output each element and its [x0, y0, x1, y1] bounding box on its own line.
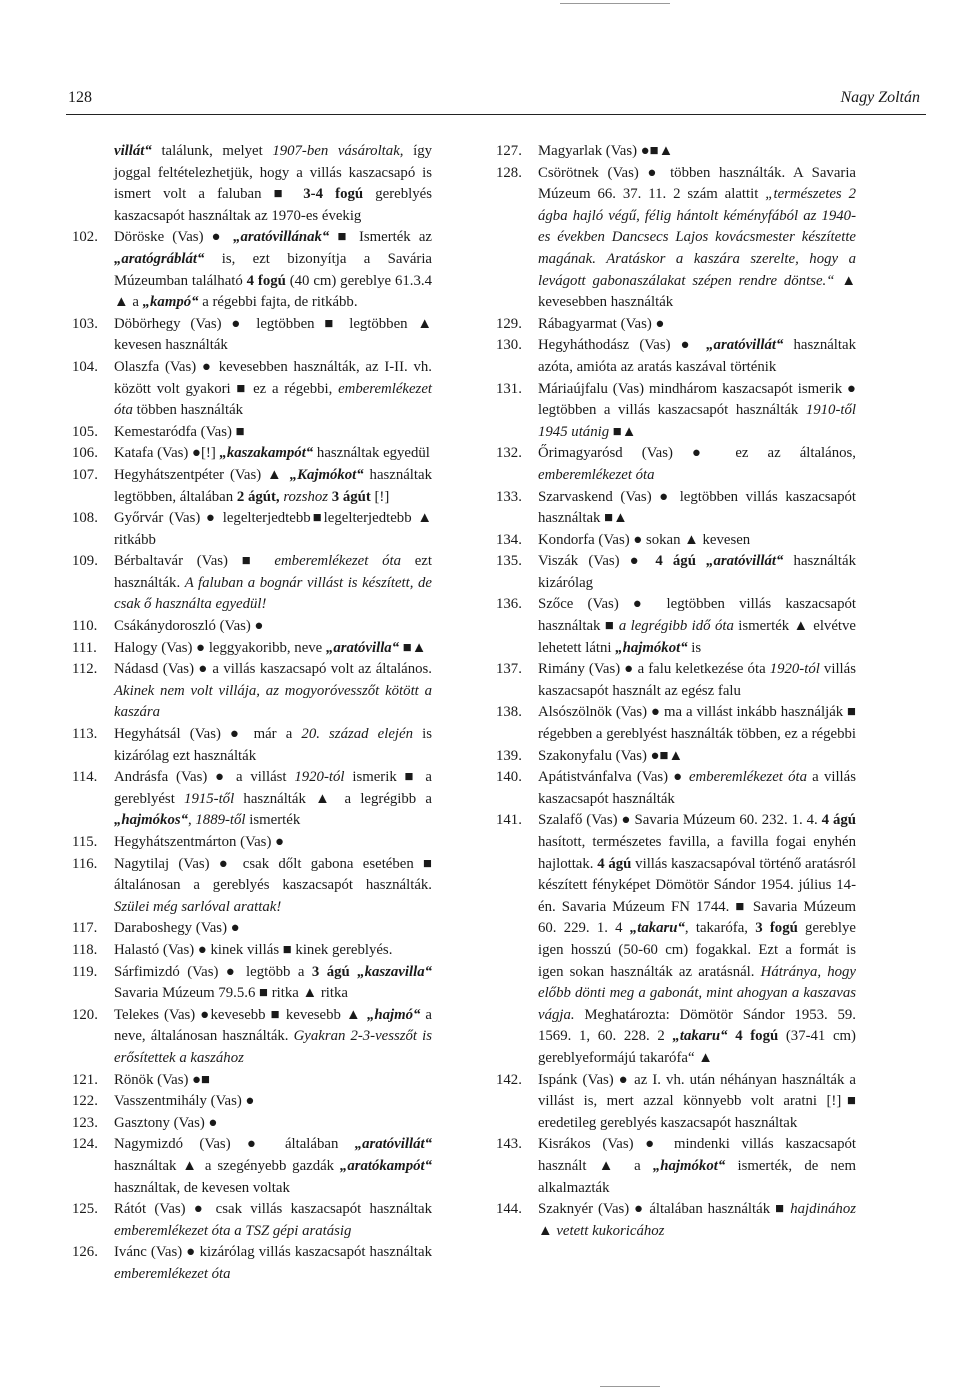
text-run: Olaszfa (Vas) ● kevesebben használták, az I-II. vh. között volt gyakori ■ ez a régebbi,	[114, 358, 432, 397]
text-run: többen használták	[132, 402, 244, 419]
entry-number: 114.	[72, 769, 98, 786]
entry-number: 128.	[496, 164, 522, 181]
entry-text	[114, 856, 432, 915]
entry-item	[72, 832, 432, 854]
text-run: „aratóvilla“	[325, 639, 400, 656]
text-run: 1910-től 1945 utánig	[538, 402, 856, 440]
text-run: ■▲	[609, 423, 637, 440]
entry-item	[72, 141, 432, 227]
entry-number: 137.	[496, 661, 522, 678]
entry-text	[114, 661, 432, 720]
text-run: „hajmókot“	[652, 1157, 726, 1174]
entry-text	[114, 942, 392, 958]
entry-number: 119.	[72, 963, 98, 980]
entry-number: 116.	[72, 855, 98, 872]
text-run: Kisrákos (Vas) ● mindenki villás kaszacsapót használt ▲ a	[538, 1136, 856, 1174]
text-run: Kemestaródfa (Vas) ■	[114, 423, 245, 440]
text-run: ■ Ismerték az	[329, 229, 432, 246]
entry-text	[114, 445, 430, 461]
entry-number: 104.	[72, 358, 98, 375]
text-run: Andrásfa (Vas) ● a villást	[114, 769, 295, 786]
text-run: Akinek nem volt villája, az mogyoróvesszőt kötött a kaszára	[114, 682, 432, 721]
page-header	[66, 84, 926, 115]
text-run: „hajmókos“	[114, 812, 188, 829]
text-run: „aratóvillát“	[706, 337, 784, 354]
entry-text	[114, 359, 432, 418]
entry-item	[72, 508, 432, 551]
text-run: Győrvár (Vas) ● legelterjedtebb■legelterjedtebb ▲ ritkább	[114, 510, 432, 548]
entry-number: 120.	[72, 1006, 98, 1023]
text-run: Magyarlak (Vas) ●■▲	[538, 143, 674, 159]
entry-number: 127.	[496, 143, 522, 159]
entry-number: 132.	[496, 445, 522, 462]
entry-text	[114, 964, 432, 1002]
entry-item	[496, 659, 856, 702]
entry-item	[72, 1113, 432, 1135]
text-run: „kaszavilla“	[357, 963, 432, 980]
text-run: ▲ kevesebben használták	[538, 272, 856, 311]
entry-text	[114, 769, 432, 828]
entry-text	[538, 445, 856, 483]
text-run: emberemlékezet óta	[114, 380, 432, 419]
entry-number: 130.	[496, 337, 522, 354]
entry-item	[72, 1242, 432, 1285]
text-run: 2 ágút,	[236, 488, 280, 505]
entry-item	[72, 918, 432, 940]
text-run: Apátistvánfalva (Vas) ●	[538, 769, 689, 786]
text-run: Szarvaskend (Vas) ● legtöbben villás kaszacsapót használtak ■▲	[538, 488, 856, 527]
entry-item	[496, 702, 856, 745]
text-run: , takarófa,	[684, 920, 756, 937]
text-run: Rábagyarmat (Vas) ●	[538, 315, 665, 332]
text-run: 1920-tól	[294, 769, 345, 786]
text-run: „Kajmókot“	[289, 466, 364, 483]
entry-text	[538, 769, 856, 807]
entry-number: 138.	[496, 704, 522, 721]
text-run: Szülei még sarlóval arattak!	[114, 898, 282, 915]
entry-text	[114, 920, 240, 936]
text-run: Hegyhátszentpéter (Vas) ▲	[114, 466, 290, 483]
text-run: „aratóvillát“	[706, 553, 784, 570]
text-run: „takaru“	[672, 1028, 728, 1045]
entry-number: 113.	[72, 726, 98, 743]
text-run: Nagymizdó (Vas) ● általában	[114, 1136, 355, 1153]
entry-text	[538, 381, 856, 440]
text-run: a villás kaszacsapót használták	[538, 769, 856, 807]
text-run: Katafa (Vas) ●[!]	[114, 445, 220, 462]
text-run: 1889-től	[195, 812, 246, 829]
text-run: villás kaszacsapóval történő aratásról készített fényképet Dömötör Sándor 1954. július 14-én. Savaria Múzeum FN 1744. ■ Savaria Múzeum 60. 229. 1. 4	[538, 855, 856, 937]
text-run: emberemlékezet óta	[114, 1265, 231, 1282]
text-run: (40 cm) gereblye 61.3.4 ▲ a	[114, 272, 432, 311]
entry-item	[72, 854, 432, 919]
entry-number: 141.	[496, 812, 522, 829]
entry-number: 110.	[72, 618, 98, 635]
entry-item	[496, 379, 856, 444]
entry-item	[496, 746, 856, 768]
text-run: „aratóvillát“	[354, 1136, 432, 1153]
text-run: ismerték ▲ elvétve lehetett látni	[538, 618, 856, 656]
entry-number: 118.	[72, 941, 98, 958]
entry-item	[72, 767, 432, 832]
text-run: Rönök (Vas) ●■	[114, 1071, 210, 1088]
entry-item	[72, 227, 432, 313]
entry-item	[496, 594, 856, 659]
entry-text	[114, 1072, 210, 1088]
entry-item	[72, 422, 432, 444]
text-run: Szőce (Vas) ● legtöbben villás kaszacsapót használtak ■	[538, 596, 856, 635]
text-run: gereblyés kaszacsapót használtak az 1970-es évekig	[114, 186, 432, 224]
text-run: ismerik ■ a gereblyést	[114, 769, 432, 807]
text-run: Döbörhegy (Vas) ● legtöbben ■ legtöbben ▲ kevesen használták	[114, 315, 432, 354]
text-run: 4 ágú	[597, 855, 632, 872]
entry-number: 142.	[496, 1071, 522, 1088]
text-run: ezt használták.	[114, 553, 432, 591]
entry-number: 124.	[72, 1136, 98, 1153]
entry-number: 107.	[72, 466, 98, 483]
text-run: használták kizárólag	[538, 553, 856, 591]
entry-text	[538, 812, 856, 1066]
text-run: Hegyhátsál (Vas) ● már a	[114, 726, 302, 743]
text-run: Savaria Múzeum 79.5.6 ■ ritka ▲ ritka	[114, 985, 348, 1002]
text-run: emberemlékezet óta	[688, 769, 807, 786]
entry-number: 126.	[72, 1244, 98, 1261]
entry-text	[114, 618, 263, 634]
text-run: ■▲	[399, 639, 427, 656]
entry-text	[538, 165, 856, 311]
entry-text	[114, 1136, 432, 1195]
text-run: „aratógráblát“	[114, 250, 205, 267]
entry-number: 121.	[72, 1071, 98, 1088]
entry-item	[72, 616, 432, 638]
entry-item	[72, 962, 432, 1005]
entry-number: 115.	[72, 834, 98, 850]
entry-number: 125.	[72, 1201, 98, 1218]
right-column	[496, 141, 856, 1242]
entry-item	[72, 1005, 432, 1070]
text-run: Gasztony (Vas) ●	[114, 1114, 218, 1131]
entry-item	[72, 1199, 432, 1242]
entry-item	[72, 314, 432, 357]
text-run: Hegyháthodász (Vas) ●	[538, 337, 707, 354]
entry-item	[496, 314, 856, 336]
running-head-author: Nagy Zoltán	[840, 89, 920, 106]
entry-number: 117.	[72, 920, 98, 937]
entry-item	[496, 551, 856, 594]
entry-text	[114, 1244, 432, 1282]
entry-item	[496, 1134, 856, 1199]
text-run: „természetes 2 ágba hajló végű, félig hántolt kéményfából az 1940-es években Dancsecs Lajos kovácsmester készítette magának. Aratáskor a kaszára szerelte, hogy a levágott gabonaszálakat szépen rendre döntse.“	[538, 186, 856, 289]
entry-item	[72, 1134, 432, 1199]
entry-item	[72, 443, 432, 465]
entry-text	[114, 1115, 217, 1131]
text-run: Telekes (Vas) ●kevesebb ■ kevesebb ▲	[114, 1006, 367, 1023]
text-run: használtak legtöbben, általában	[114, 466, 432, 505]
text-run: Őrimagyarósd (Vas) ● ez az általános,	[538, 445, 856, 462]
text-run: Szalafő (Vas) ● Savaria Múzeum 60. 232. 1. 4.	[538, 812, 822, 829]
entry-item	[72, 638, 432, 660]
entry-number: 111.	[72, 639, 97, 656]
text-run: emberemlékezet óta	[274, 553, 401, 570]
page-number: 128	[68, 89, 92, 106]
entry-text	[538, 553, 856, 591]
text-run: „aratóvillának“	[233, 229, 330, 246]
entry-text	[114, 467, 432, 505]
text-run: ,	[188, 812, 196, 829]
text-run: „takaru“	[629, 920, 685, 937]
entry-text	[114, 424, 245, 440]
entry-text	[538, 337, 856, 375]
text-run: használták ▲ a legrégibb a	[234, 790, 432, 807]
text-run: Hátránya, hogy előbb dönti meg a gabonát, mint ahogyan a kaszavas vágja.	[538, 963, 856, 1023]
text-run: Szaknyér (Vas) ● általában használták ■	[538, 1201, 791, 1218]
scan-artifact-top	[560, 3, 670, 4]
text-run: használtak ▲ a szegényebb gazdák	[114, 1157, 340, 1174]
entry-item	[496, 443, 856, 486]
text-run: Csákánydoroszló (Vas) ●	[114, 618, 264, 635]
text-run: ismerték	[245, 812, 301, 829]
text-run: villás kaszacsapót használt az egész falu	[538, 661, 856, 699]
text-run: 3-4 fogú	[303, 186, 364, 203]
text-run: használtak, de kevesen voltak	[114, 1179, 290, 1196]
entry-number: 112.	[72, 661, 98, 678]
text-run: rozshoz	[283, 488, 329, 505]
entry-text	[538, 489, 856, 527]
text-run: Meghatározta: Dömötör Sándor 1953. 59. 1569. 1, 60. 228. 2	[538, 1006, 856, 1045]
entry-number: 131.	[496, 380, 522, 397]
entry-number: 109.	[72, 553, 98, 570]
text-run: Ispánk (Vas) ● az I. vh. után néhányan használták a villást is, mert azzal könnyebb volt aratni [!]■ eredetileg gereblyés kaszacsapót használtak	[538, 1071, 856, 1131]
text-run: ismerték, de nem alkalmazták	[538, 1157, 856, 1196]
entry-number: 123.	[72, 1114, 98, 1131]
text-run: használtak azóta, amióta az aratás kaszával történik	[538, 337, 856, 375]
entry-text	[538, 596, 856, 655]
text-run: 1920-tól	[769, 661, 820, 678]
entry-item	[72, 551, 432, 616]
entry-number: 136.	[496, 596, 522, 613]
text-run: 3 fogú	[755, 920, 798, 937]
entry-number: 133.	[496, 488, 522, 505]
text-run: „hajmó“	[366, 1006, 421, 1023]
entry-text	[114, 1007, 432, 1066]
entry-text	[114, 1093, 254, 1109]
entry-text	[538, 316, 664, 332]
text-run: használtak egyedül	[313, 445, 430, 462]
text-run: találunk, melyet	[151, 143, 273, 159]
text-run: 1907-ben vásároltak,	[272, 143, 404, 159]
entry-text	[114, 316, 432, 354]
entry-text	[114, 726, 432, 764]
text-run: A faluban a bognár villást is készített, de csak ő használta egyedül!	[114, 574, 432, 613]
text-run: „hajmókot“	[615, 639, 688, 656]
text-run: 4 fogú	[246, 272, 286, 289]
text-run: Máriaújfalu (Vas) mindhárom kaszacsapót ismerik ● legtöbben a villás kaszacsapót használták	[538, 380, 856, 419]
entry-number: 106.	[72, 445, 98, 462]
text-run: Halastó (Vas) ● kinek villás ■ kinek gereblyés.	[114, 941, 393, 958]
entry-item	[496, 767, 856, 810]
scan-artifact-bottom	[600, 1386, 660, 1387]
text-run: a legrégibb idő óta	[618, 618, 734, 635]
entry-number: 135.	[496, 553, 522, 570]
text-run: is, ezt bizonyítja a Savária Múzeumban található	[114, 250, 432, 289]
text-run: Kondorfa (Vas) ● sokan ▲ kevesen	[538, 531, 751, 548]
entry-text	[114, 143, 432, 224]
left-column	[72, 141, 432, 1285]
text-run: 4 ágú	[821, 812, 856, 829]
text-run: emberemlékezet óta a TSZ gépi aratásig	[114, 1222, 352, 1239]
text-run: Daraboshegy (Vas) ●	[114, 920, 240, 937]
text-run: Döröske (Vas) ●	[114, 229, 234, 246]
entry-text	[538, 661, 856, 699]
text-run: Rátót (Vas) ● csak villás kaszacsapót használtak	[114, 1201, 432, 1218]
text-run: Vasszentmihály (Vas) ●	[114, 1093, 255, 1110]
text-run: „kaszakampót“	[219, 445, 314, 462]
entry-text	[114, 229, 432, 310]
text-run: (37-41 cm) gereblyeformájú takarófa“ ▲	[538, 1028, 856, 1066]
text-run	[696, 553, 706, 569]
entry-number: 102.	[72, 229, 98, 246]
entry-number: 144.	[496, 1201, 522, 1218]
entry-item	[72, 940, 432, 962]
text-run: így joggal feltételezhetjük, hogy a villás kaszacsapó is ismert volt a faluban ■	[114, 143, 433, 203]
entry-text	[538, 1201, 856, 1239]
entry-number: 140.	[496, 769, 522, 786]
entry-number: 103.	[72, 315, 98, 332]
entry-item	[496, 487, 856, 530]
entry-item	[496, 810, 856, 1069]
text-run: hasított, természetes favilla, a favilla fogai enyhén hajlottak.	[538, 834, 856, 872]
text-run: villát“	[114, 143, 152, 159]
text-run: Csörötnek (Vas) ● többen használták. A Savaria Múzeum 66. 37. 11. 2 szám alattit	[538, 164, 856, 203]
entry-item	[72, 357, 432, 422]
entry-text	[114, 553, 432, 612]
entry-text	[114, 1201, 432, 1239]
text-run: [!]	[370, 488, 390, 505]
entry-item	[72, 1070, 432, 1092]
entry-number: 139.	[496, 747, 522, 764]
text-run: Viszák (Vas) ●	[538, 553, 656, 570]
text-run: 4 fogú	[735, 1028, 779, 1045]
text-run: is	[687, 639, 702, 656]
entry-text	[114, 510, 432, 548]
entry-text	[538, 1072, 856, 1131]
text-run: Nádasd (Vas) ● a villás kaszacsapó volt az általános.	[114, 661, 432, 678]
text-run: Nagytilaj (Vas) ● csak dőlt gabona esetében ■ általánosan a gereblyés kaszacsapót használták.	[114, 855, 432, 894]
entry-item	[496, 530, 856, 552]
text-run: Ivánc (Vas) ● kizárólag villás kaszacsapót használtak	[114, 1244, 432, 1261]
text-run: a régebbi fajta, de ritkább.	[198, 294, 358, 311]
text-run: Rimány (Vas) ● a falu keletkezése óta	[538, 661, 770, 678]
text-run: 20. század elején	[301, 726, 413, 743]
entry-text	[114, 834, 284, 850]
entry-item	[72, 659, 432, 724]
text-run: is kizárólag ezt használták	[114, 726, 432, 764]
entry-number: 105.	[72, 423, 98, 440]
entry-item	[72, 1091, 432, 1113]
text-run: 3 ágút	[331, 488, 371, 505]
text-run: „aratókampót“	[339, 1157, 432, 1174]
text-run: gereblye igen hosszú (50-60 cm) fogakkal. Ezt a formát is igen sokan használták az aratásnál.	[538, 920, 856, 980]
entry-text	[538, 748, 683, 764]
text-run: Szakonyfalu (Vas) ●■▲	[538, 747, 684, 764]
text-run: 4 ágú	[655, 553, 696, 570]
entry-item	[496, 1199, 856, 1242]
entry-number: 108.	[72, 510, 98, 527]
entry-text	[538, 143, 673, 159]
entry-item	[72, 724, 432, 767]
text-run: Gyakran 2-3-vesszőt is erősítettek a kaszához	[114, 1028, 432, 1066]
text-run: Sárfimizdó (Vas) ● legtöbb a	[114, 963, 312, 980]
text-run: Bérbaltavár (Vas) ■	[114, 553, 275, 570]
entry-item	[496, 163, 856, 314]
text-run: Hegyhátszentmárton (Vas) ●	[114, 834, 285, 850]
entry-number: 134.	[496, 531, 522, 548]
entry-item	[72, 465, 432, 508]
entry-number: 122.	[72, 1093, 98, 1110]
text-run: Halogy (Vas) ● leggyakoribb, neve	[114, 639, 326, 656]
text-run: emberemlékezet óta	[538, 466, 655, 483]
text-run: Alsószölnök (Vas) ● ma a villást inkább használják ■ régebben a gereblyést használták többen, ez a régebbi	[538, 704, 856, 743]
text-run: „kampó“	[142, 294, 199, 311]
entry-item	[496, 141, 856, 163]
entry-text	[538, 1136, 856, 1195]
text-run: a neve, általánosan használták.	[114, 1006, 432, 1045]
entry-number: 129.	[496, 315, 522, 332]
entry-text	[538, 532, 750, 548]
entry-number: 143.	[496, 1136, 522, 1153]
text-run: 1915-től	[184, 790, 235, 807]
entry-item	[496, 1070, 856, 1135]
entry-item	[496, 335, 856, 378]
entry-text	[538, 704, 856, 742]
entry-text	[114, 640, 426, 656]
text-run: hajdinához ▲ vetett kukoricához	[538, 1201, 856, 1239]
text-run: 3 ágú	[311, 963, 350, 980]
